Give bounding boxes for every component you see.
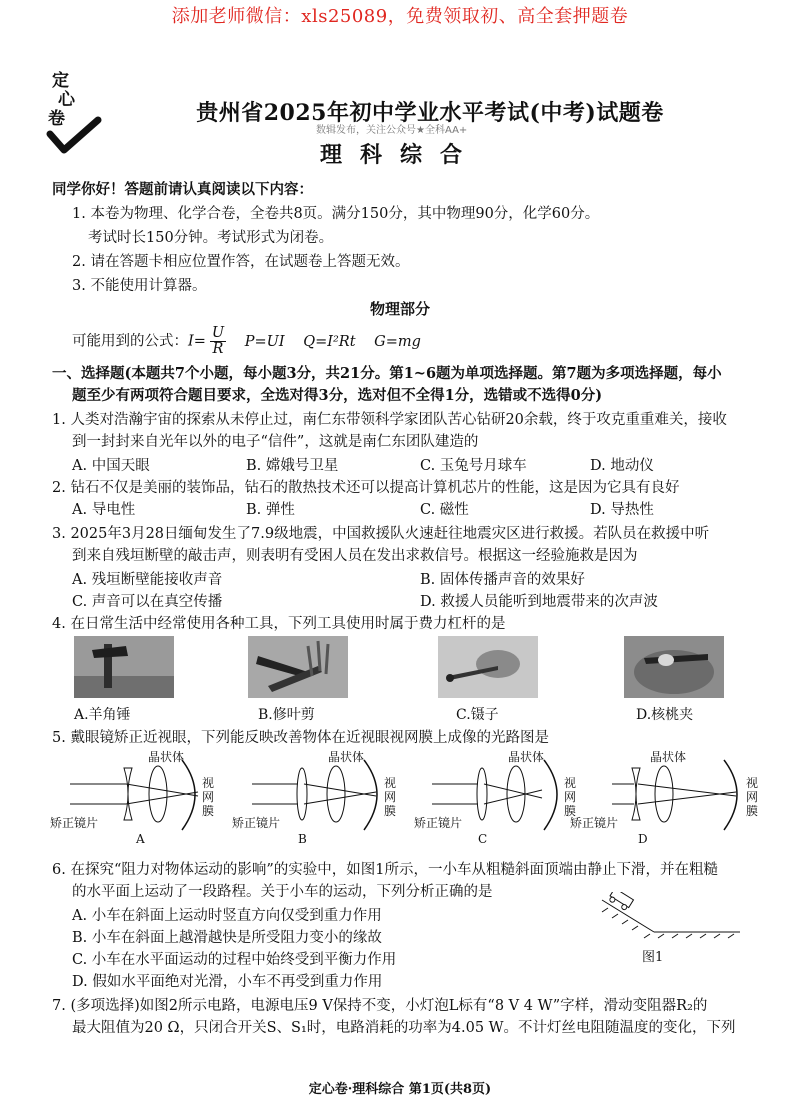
option-caption: D.核桃夹 xyxy=(636,707,694,723)
option: C. 玉兔号月球车 xyxy=(420,458,527,474)
stamp-char: 定 xyxy=(52,71,69,91)
option: C. 声音可以在真空传播 xyxy=(72,594,223,610)
instruction-item: 2. 请在答题卡相应位置作答，在试题卷上答题无效。 xyxy=(72,254,410,270)
lens-label: 晶状体 xyxy=(328,750,365,764)
part-header: 题至少有两项符合题目要求，全选对得3分，选对但不全得1分，选错或不选得0分) xyxy=(72,387,603,404)
option: A. 中国天眼 xyxy=(72,458,150,474)
option: D. 导热性 xyxy=(590,502,654,518)
question-stem: 2. 钻石不仅是美丽的装饰品，钻石的散热技术还可以提高计算机芯片的性能，这是因为它具有良好 xyxy=(52,480,680,496)
ray-diagram-a xyxy=(50,750,240,850)
question-stem: 7. (多项选择)如图2所示电路，电源电压9 V保持不变，小灯泡L标有“8 V 4 W”字样，滑动变阻器R₂的 xyxy=(52,998,708,1014)
tweezers-photo xyxy=(438,636,538,698)
checkmark-icon xyxy=(42,72,102,162)
instruction-item: 1. 本卷为物理、化学合卷，全卷共8页。满分150分，其中物理90分，化学60分。 xyxy=(72,206,600,222)
option-letter: A xyxy=(136,832,145,846)
option-caption: B.修叶剪 xyxy=(258,707,315,723)
retina-label: 视网膜 xyxy=(746,776,759,818)
option: B. 嫦娥号卫星 xyxy=(246,458,339,474)
claw-hammer-photo xyxy=(74,636,174,698)
part-header: 一、选择题(本题共7个小题，每小题3分，共21分。第1~6题为单项选择题。第7题为多项选择题，每小 xyxy=(52,365,722,382)
option: A. 导电性 xyxy=(72,502,136,518)
formula-p: P=UI xyxy=(244,333,285,350)
page-footer: 定心卷·理科综合 第1页(共8页) xyxy=(308,1082,492,1097)
stamp-logo xyxy=(42,72,102,162)
formula-numerator: U xyxy=(211,325,225,341)
lens-label: 晶状体 xyxy=(650,750,687,764)
corrector-label: 矫正镜片 xyxy=(232,816,281,830)
question-stem: 最大阻值为20 Ω，只闭合开关S、S₁时，电路消耗的功率为4.05 W。不计灯丝电阻随温度的变化，下列 xyxy=(72,1020,736,1036)
incline-figure xyxy=(594,892,744,942)
option: C. 磁性 xyxy=(420,502,469,518)
formula-fraction xyxy=(210,326,226,357)
option: D. 救援人员能听到地震带来的次声波 xyxy=(420,594,658,610)
option: D. 地动仪 xyxy=(590,458,654,474)
corrector-label: 矫正镜片 xyxy=(570,816,619,830)
option: A. 残垣断壁能接收声音 xyxy=(72,572,223,588)
instruction-item: 考试时长150分钟。考试形式为闭卷。 xyxy=(88,230,334,246)
question-stem: 5. 戴眼镜矫正近视眼，下列能反映改善物体在近视眼视网膜上成像的光路图是 xyxy=(52,730,549,746)
instructions-greeting: 同学你好！答题前请认真阅读以下内容： xyxy=(52,181,313,198)
option: A. 小车在斜面上运动时竖直方向仅受到重力作用 xyxy=(72,908,382,924)
instruction-item: 3. 不能使用计算器。 xyxy=(72,278,207,294)
option-caption: C.镊子 xyxy=(456,707,499,723)
pruning-shears-photo xyxy=(248,636,348,698)
stamp-char: 卷 xyxy=(48,109,65,129)
formula-g: G=mg xyxy=(374,333,421,350)
figure-caption: 图1 xyxy=(642,950,664,965)
lens-label: 晶状体 xyxy=(148,750,185,764)
option: B. 固体传播声音的效果好 xyxy=(420,572,585,588)
formula-label: 可能用到的公式： xyxy=(72,333,188,350)
question-stem: 6. 在探究“阻力对物体运动的影响”的实验中，如图1所示，一小车从粗糙斜面顶端由静止下滑，并在粗糙 xyxy=(52,862,718,878)
retina-label: 视网膜 xyxy=(564,776,577,818)
option: C. 小车在水平面运动的过程中始终受到平衡力作用 xyxy=(72,952,397,968)
subject-title: 理科综合 xyxy=(319,142,480,168)
question-stem: 4. 在日常生活中经常使用各种工具，下列工具使用时属于费力杠杆的是 xyxy=(52,616,506,632)
section-title: 物理部分 xyxy=(369,300,430,318)
ray-diagram-b xyxy=(232,750,422,850)
promo-banner: 添加老师微信：xls25089，免费领取初、高全套押题卷 xyxy=(171,6,629,27)
nutcracker-photo xyxy=(624,636,724,698)
option: D. 假如水平面绝对光滑，小车不再受到重力作用 xyxy=(72,974,383,990)
exam-title: 贵州省2025年初中学业水平考试(中考)试题卷 xyxy=(196,100,664,126)
option-letter: D xyxy=(638,832,648,846)
formula-i-lhs: I= xyxy=(188,333,206,350)
corrector-label: 矫正镜片 xyxy=(50,816,99,830)
question-stem: 到一封封来自光年以外的电子“信件”，这就是南仁东团队建造的 xyxy=(72,434,479,450)
option-letter: B xyxy=(298,832,307,846)
question-stem: 到来自残垣断壁的敲击声，则表明有受困人员在发出求救信号。根据这一经验施救是因为 xyxy=(72,548,638,564)
stamp-char: 心 xyxy=(58,90,75,110)
formula-line xyxy=(72,326,421,357)
retina-label: 视网膜 xyxy=(384,776,397,818)
option-letter: C xyxy=(478,832,488,846)
corrector-label: 矫正镜片 xyxy=(414,816,463,830)
ray-diagram-c xyxy=(414,750,602,850)
question-stem: 的水平面上运动了一段路程。关于小车的运动，下列分析正确的是 xyxy=(72,884,493,900)
lens-label: 晶状体 xyxy=(508,750,545,764)
ray-diagram-d xyxy=(570,750,782,850)
question-stem: 1. 人类对浩瀚宇宙的探索从未停止过，南仁东带领科学家团队苦心钻研20余载，终于攻克重重难关，接收 xyxy=(52,412,727,428)
formula-denominator: R xyxy=(212,341,224,357)
formula-q: Q=I²Rt xyxy=(303,333,356,350)
option: B. 小车在斜面上越滑越快是所受阻力变小的缘故 xyxy=(72,930,382,946)
watermark: 数辑发布，关注公众号★全科AA+ xyxy=(316,125,468,136)
option-caption: A.羊角锤 xyxy=(74,707,131,723)
question-stem: 3. 2025年3月28日缅甸发生了7.9级地震，中国救援队火速赶往地震灾区进行救援。若队员在救援中听 xyxy=(52,526,710,542)
option: B. 弹性 xyxy=(246,502,295,518)
retina-label: 视网膜 xyxy=(202,776,215,818)
